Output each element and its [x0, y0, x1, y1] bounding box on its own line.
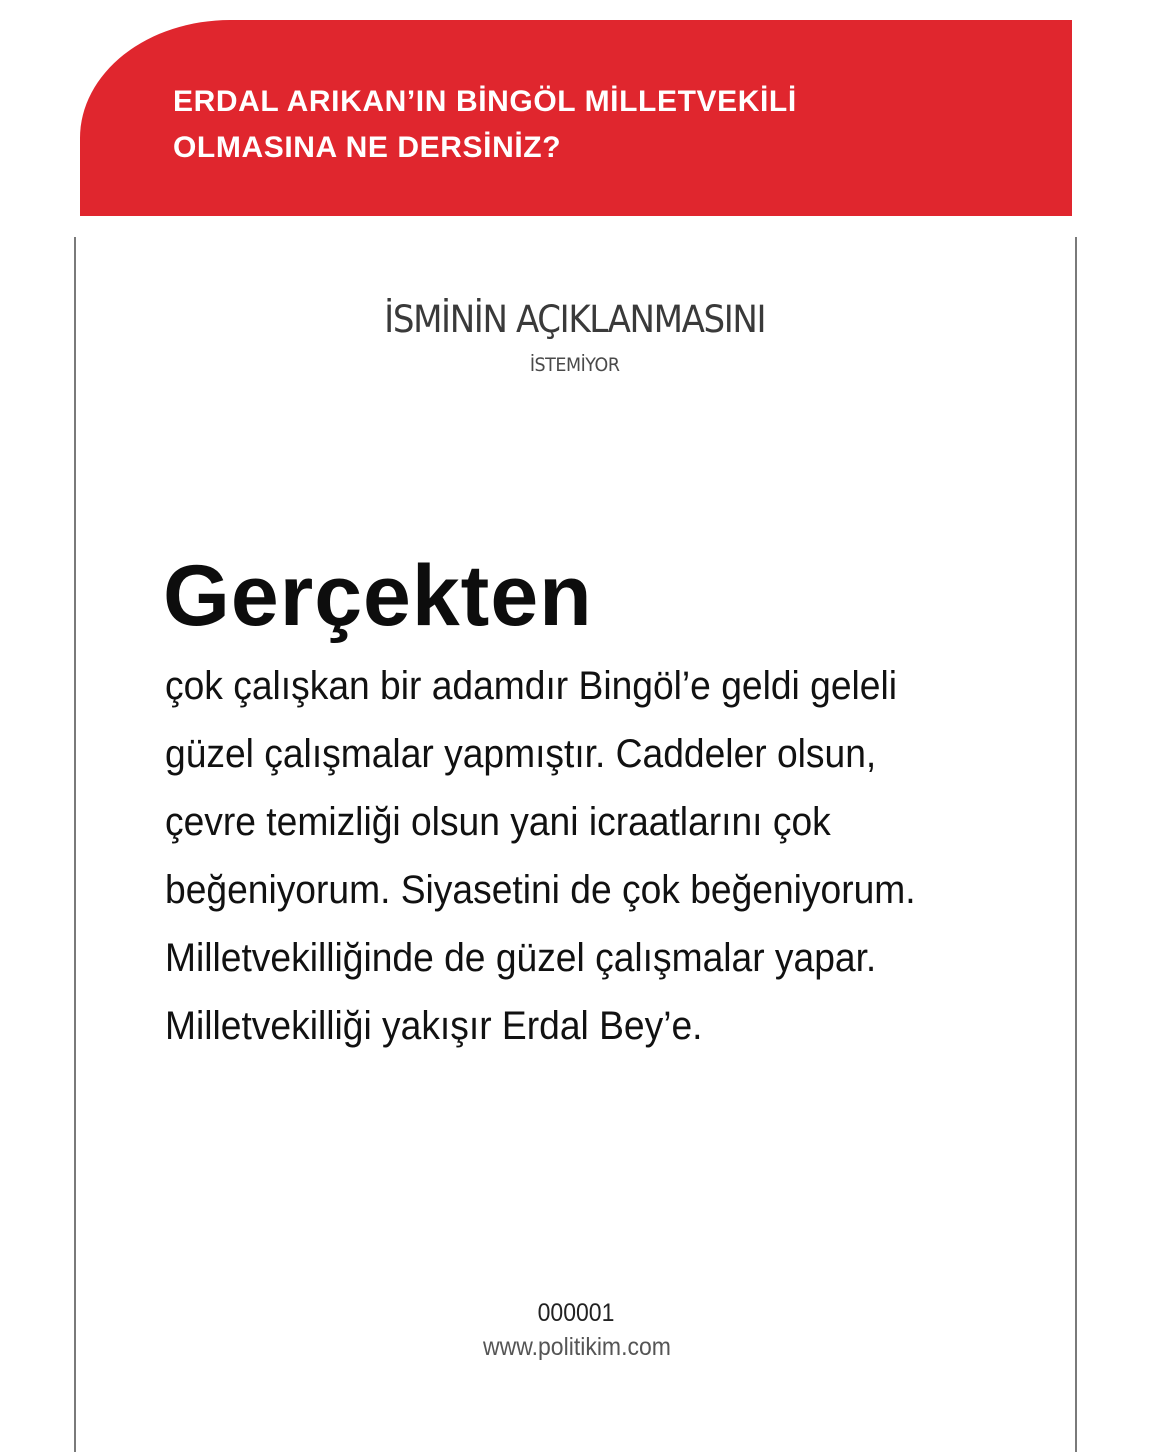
- quote-line: beğeniyorum. Siyasetini de çok beğeniyorum.: [165, 868, 916, 912]
- quote-line: çevre temizliği olsun yani icraatlarını çok: [165, 800, 831, 844]
- title-line-2: OLMASINA NE DERSİNİZ?: [173, 131, 562, 164]
- quote-line: Milletvekilliğinde de güzel çalışmalar yapar.: [165, 936, 877, 980]
- quote-line: Milletvekilliği yakışır Erdal Bey’e.: [165, 1004, 703, 1048]
- frame-left-border: [74, 237, 76, 1452]
- website-url: www.politikim.com: [483, 1333, 671, 1361]
- serial-number: 000001: [537, 1299, 615, 1327]
- quote-line: çok çalışkan bir adamdır Bingöl’e geldi geleli: [165, 664, 897, 708]
- quote-body: [165, 652, 983, 1060]
- title-line-1: ERDAL ARIKAN’IN BİNGÖL MİLLETVEKİLİ: [173, 85, 797, 118]
- author-name: İSMİNİN AÇIKLANMASINI: [384, 298, 766, 341]
- author-note: İSTEMİYOR: [529, 354, 620, 376]
- frame-right-border: [1075, 237, 1077, 1452]
- quote-lead-word: Gerçekten: [163, 548, 593, 644]
- page-title: [173, 79, 1033, 171]
- quote-line: güzel çalışmalar yapmıştır. Caddeler olsun,: [165, 732, 877, 776]
